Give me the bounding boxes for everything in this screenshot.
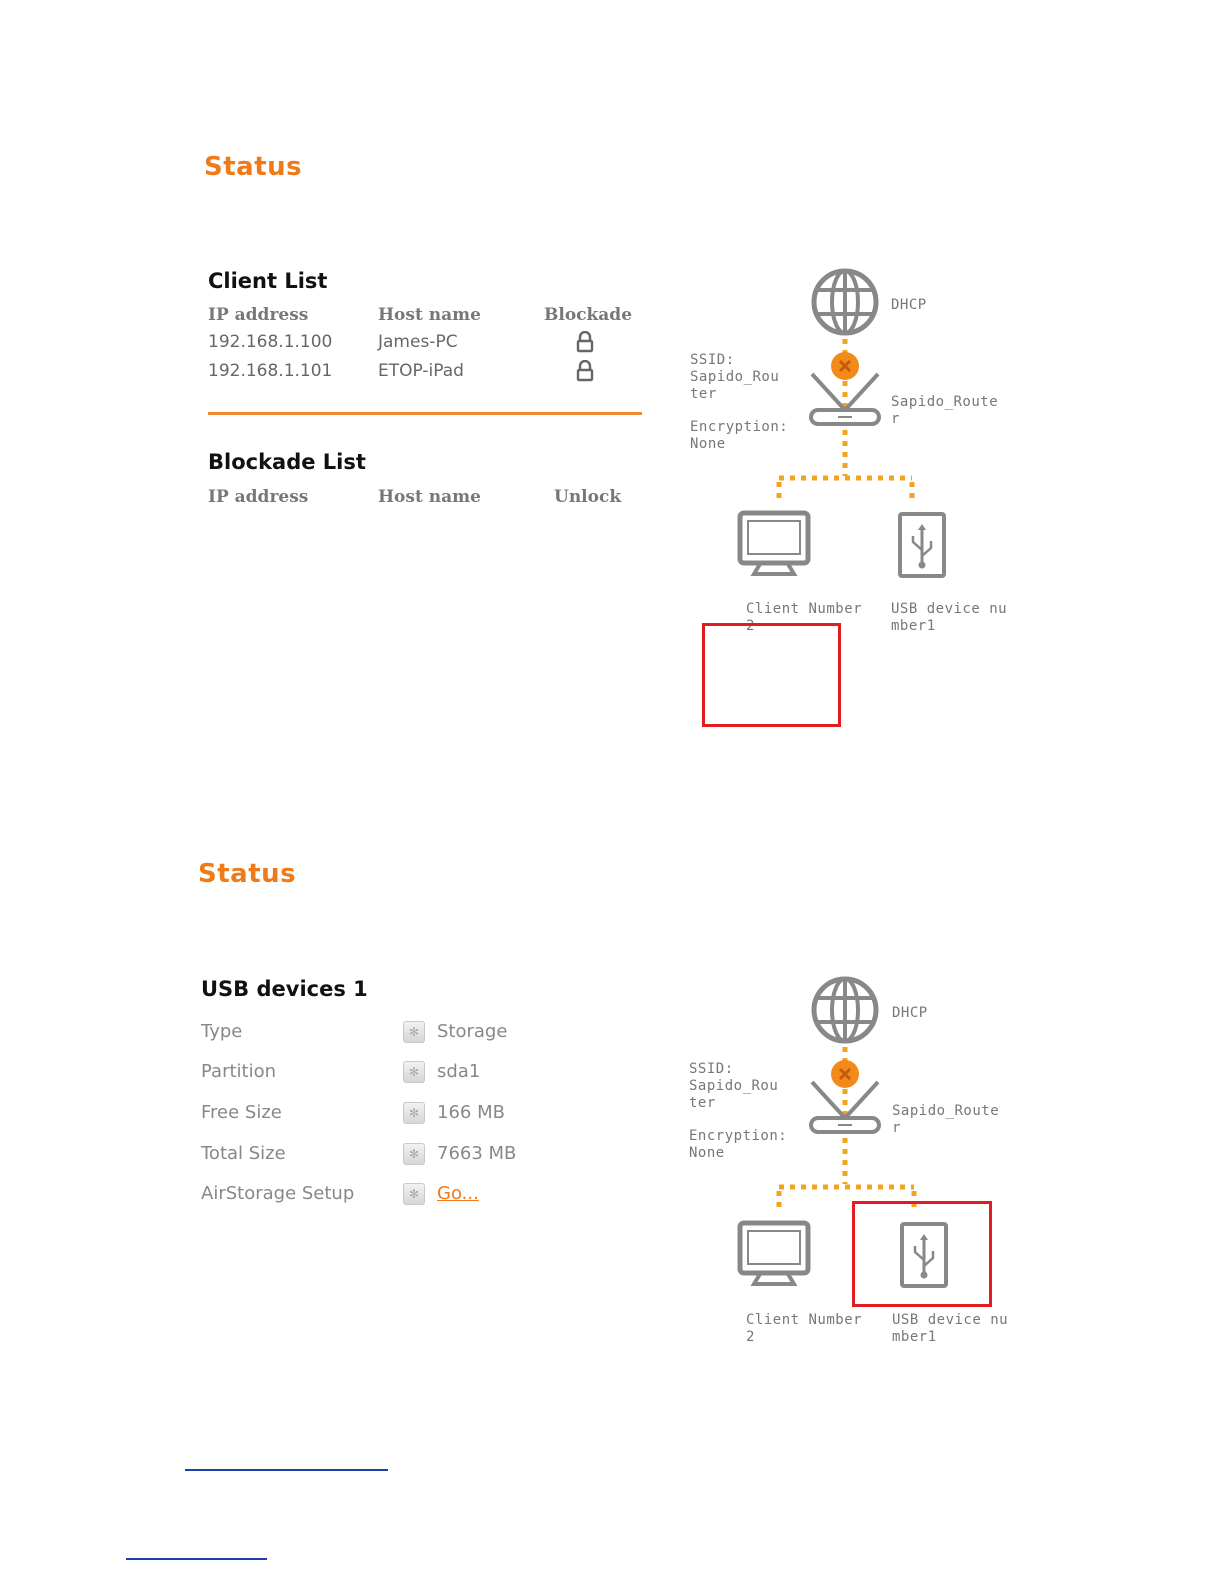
gear-icon: ✻: [403, 1061, 425, 1083]
client-number-label: Client Number 2: [746, 1312, 863, 1345]
lock-icon[interactable]: [574, 331, 596, 353]
column-host-name: Host name: [378, 305, 481, 325]
client-ip: 192.168.1.100: [208, 332, 333, 352]
highlight-box: [852, 1201, 992, 1307]
blockade-list-heading: Blockade List: [208, 450, 366, 474]
monitor-icon[interactable]: [740, 513, 808, 574]
router-label: Sapido_Route r: [891, 394, 999, 427]
usb-free-size-label: Free Size: [201, 1102, 282, 1123]
footnote-rule: [126, 1558, 267, 1560]
column-ip-address: IP address: [208, 305, 309, 325]
column-blockade: Blockade: [544, 305, 633, 325]
gear-icon: ✻: [403, 1102, 425, 1124]
column-unlock: Unlock: [554, 487, 622, 507]
gear-icon: ✻: [403, 1021, 425, 1043]
usb-type-value: Storage: [437, 1021, 508, 1042]
usb-partition-value: sda1: [437, 1061, 481, 1082]
client-host: ETOP-iPad: [378, 361, 464, 381]
usb-device-label: USB device nu mber1: [891, 601, 1008, 634]
client-number-label: Client Number 2: [746, 601, 863, 634]
column-ip-address: IP address: [208, 487, 309, 507]
connection-status-icon: [831, 352, 859, 380]
dhcp-label: DHCP: [892, 1005, 928, 1021]
usb-icon[interactable]: [900, 514, 944, 576]
encryption-label: Encryption: None: [689, 1128, 788, 1161]
ssid-label: SSID: Sapido_Rou ter: [690, 352, 780, 402]
ssid-label: SSID: Sapido_Rou ter: [689, 1061, 779, 1111]
monitor-icon[interactable]: [740, 1223, 808, 1284]
connection-status-icon: [831, 1060, 859, 1088]
highlight-box: [702, 623, 841, 727]
usb-type-label: Type: [201, 1021, 243, 1042]
gear-icon: ✻: [403, 1143, 425, 1165]
page-title: Status: [198, 859, 297, 889]
usb-partition-label: Partition: [201, 1061, 277, 1082]
usb-total-size-label: Total Size: [201, 1143, 286, 1164]
page-title: Status: [204, 152, 303, 182]
footnote-rule: [185, 1469, 388, 1471]
airstorage-setup-label: AirStorage Setup: [201, 1183, 355, 1204]
column-host-name: Host name: [378, 487, 481, 507]
network-diagram: [680, 260, 1020, 640]
client-host: James-PC: [378, 332, 458, 352]
airstorage-setup-link[interactable]: Go...: [437, 1183, 479, 1204]
gear-icon: ✻: [403, 1183, 425, 1205]
usb-device-label: USB device nu mber1: [892, 1312, 1009, 1345]
globe-icon[interactable]: [814, 979, 876, 1041]
lock-icon[interactable]: [574, 360, 596, 382]
client-ip: 192.168.1.101: [208, 361, 333, 381]
usb-devices-heading: USB devices 1: [201, 977, 368, 1001]
usb-free-size-value: 166 MB: [437, 1102, 505, 1123]
usb-total-size-value: 7663 MB: [437, 1143, 517, 1164]
router-label: Sapido_Route r: [892, 1103, 1000, 1136]
section-divider: [208, 412, 642, 415]
encryption-label: Encryption: None: [690, 419, 789, 452]
globe-icon[interactable]: [814, 271, 876, 333]
client-list-heading: Client List: [208, 269, 328, 293]
dhcp-label: DHCP: [891, 297, 927, 313]
